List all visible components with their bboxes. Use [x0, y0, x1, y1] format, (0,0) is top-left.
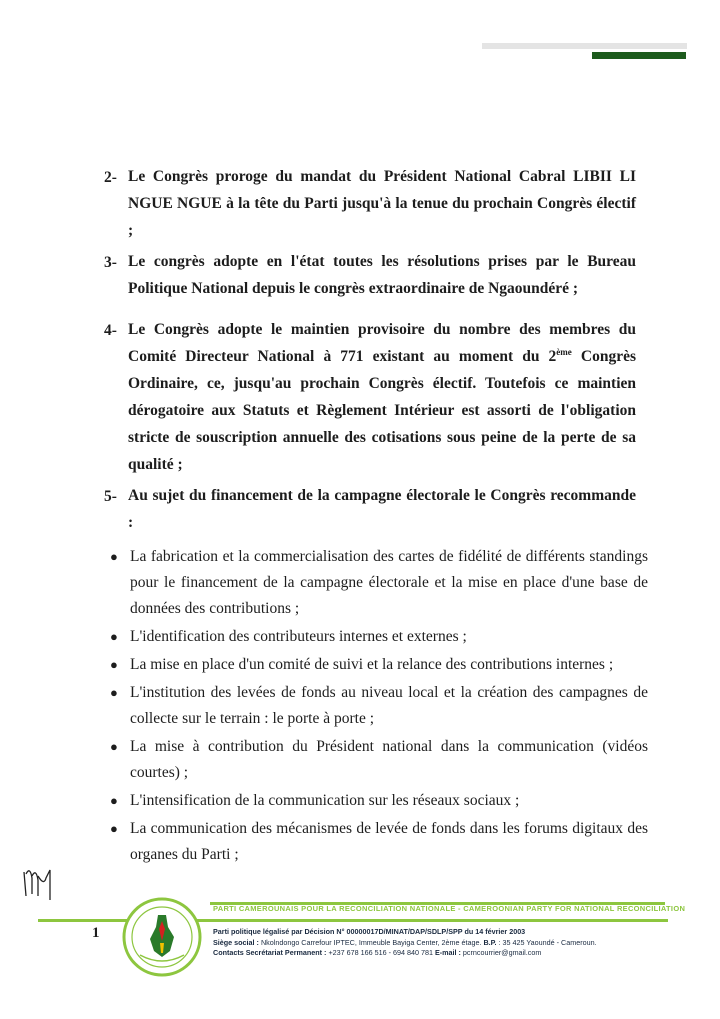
bullet-icon: ●	[110, 739, 118, 754]
bullet-icon: ●	[110, 549, 118, 564]
resolution-5-text: Au sujet du financement de la campagne électorale le Congrès recommande :	[128, 487, 636, 531]
list-item: ● La fabrication et la commercialisation des cartes de fidélité de différents standings pour le financement de la campagne électorale et la mise en place d'une base de données des contributions ;	[108, 544, 648, 622]
header-accent-dark	[592, 52, 686, 59]
bullet-icon: ●	[110, 685, 118, 700]
recommendations-list	[108, 544, 648, 870]
list-item: ● La mise en place d'un comité de suivi et la relance des contributions internes ;	[108, 652, 648, 678]
item-number: 5-	[104, 488, 117, 505]
footer-contacts: Contacts Secrétariat Permanent : +237 678 166 516 - 694 840 781 E-mail : pcrncourrier@gmail.com	[213, 948, 542, 957]
item-number: 2-	[104, 169, 117, 186]
item-number: 3-	[104, 254, 117, 271]
resolution-4-text: Le Congrès adopte le maintien provisoire du nombre des membres du Comité Directeur National à 771 existant au moment du 2ème Congrès Ordinaire, ce, jusqu'au prochain Congrès électif. Toutefois ce maintien dérogatoire aux Statuts et Règlement Intérieur est assorti de l'obligation stricte de souscription annuelle des cotisations sous peine de la perte de sa qualité ;	[128, 321, 636, 473]
handwritten-initials-icon	[20, 856, 60, 904]
list-item: ● La mise à contribution du Président national dans la communication (vidéos courtes) ;	[108, 734, 648, 786]
footer-party-name: PARTI CAMEROUNAIS POUR LA RECONCILIATION NATIONALE - CAMEROONIAN PARTY FOR NATIONAL RECONCILIATION	[213, 904, 686, 913]
bullet-icon: ●	[110, 793, 118, 808]
header-accent-light	[482, 43, 687, 49]
bullet-icon: ●	[110, 657, 118, 672]
bullet-icon: ●	[110, 629, 118, 644]
list-item: ● L'intensification de la communication sur les réseaux sociaux ;	[108, 788, 648, 814]
item-number: 4-	[104, 322, 117, 339]
footer-legal: Parti politique légalisé par Décision N° 00000017D/MINAT/DAP/SDLP/SPP du 14 février 2003	[213, 927, 526, 936]
footer-siege: Siège social : Nkolndongo Carrefour IPTEC, Immeuble Bayiga Center, 2ème étage. B.P. : 35 425 Yaoundé - Cameroun.	[213, 937, 597, 947]
superscript-eme: ème	[556, 347, 572, 357]
resolution-3-text: Le congrès adopte en l'état toutes les résolutions prises par le Bureau Politique National depuis le congrès extraordinaire de Ngaoundéré ;	[128, 253, 636, 297]
list-item: ● L'identification des contributeurs internes et externes ;	[108, 624, 648, 650]
resolution-2-text: Le Congrès proroge du mandat du Président National Cabral LIBII LI NGUE NGUE à la tête du Parti jusqu'à la tenue du prochain Congrès électif ;	[128, 168, 636, 239]
list-item: ● La communication des mécanismes de levée de fonds dans les forums digitaux des organes du Parti ;	[108, 816, 648, 868]
footer-info-block	[213, 927, 683, 959]
party-logo-icon	[122, 897, 202, 977]
bullet-icon: ●	[110, 821, 118, 836]
page-number: 1	[92, 925, 100, 941]
list-item: ● L'institution des levées de fonds au niveau local et la création des campagnes de collecte sur le terrain : le porte à porte ;	[108, 680, 648, 732]
